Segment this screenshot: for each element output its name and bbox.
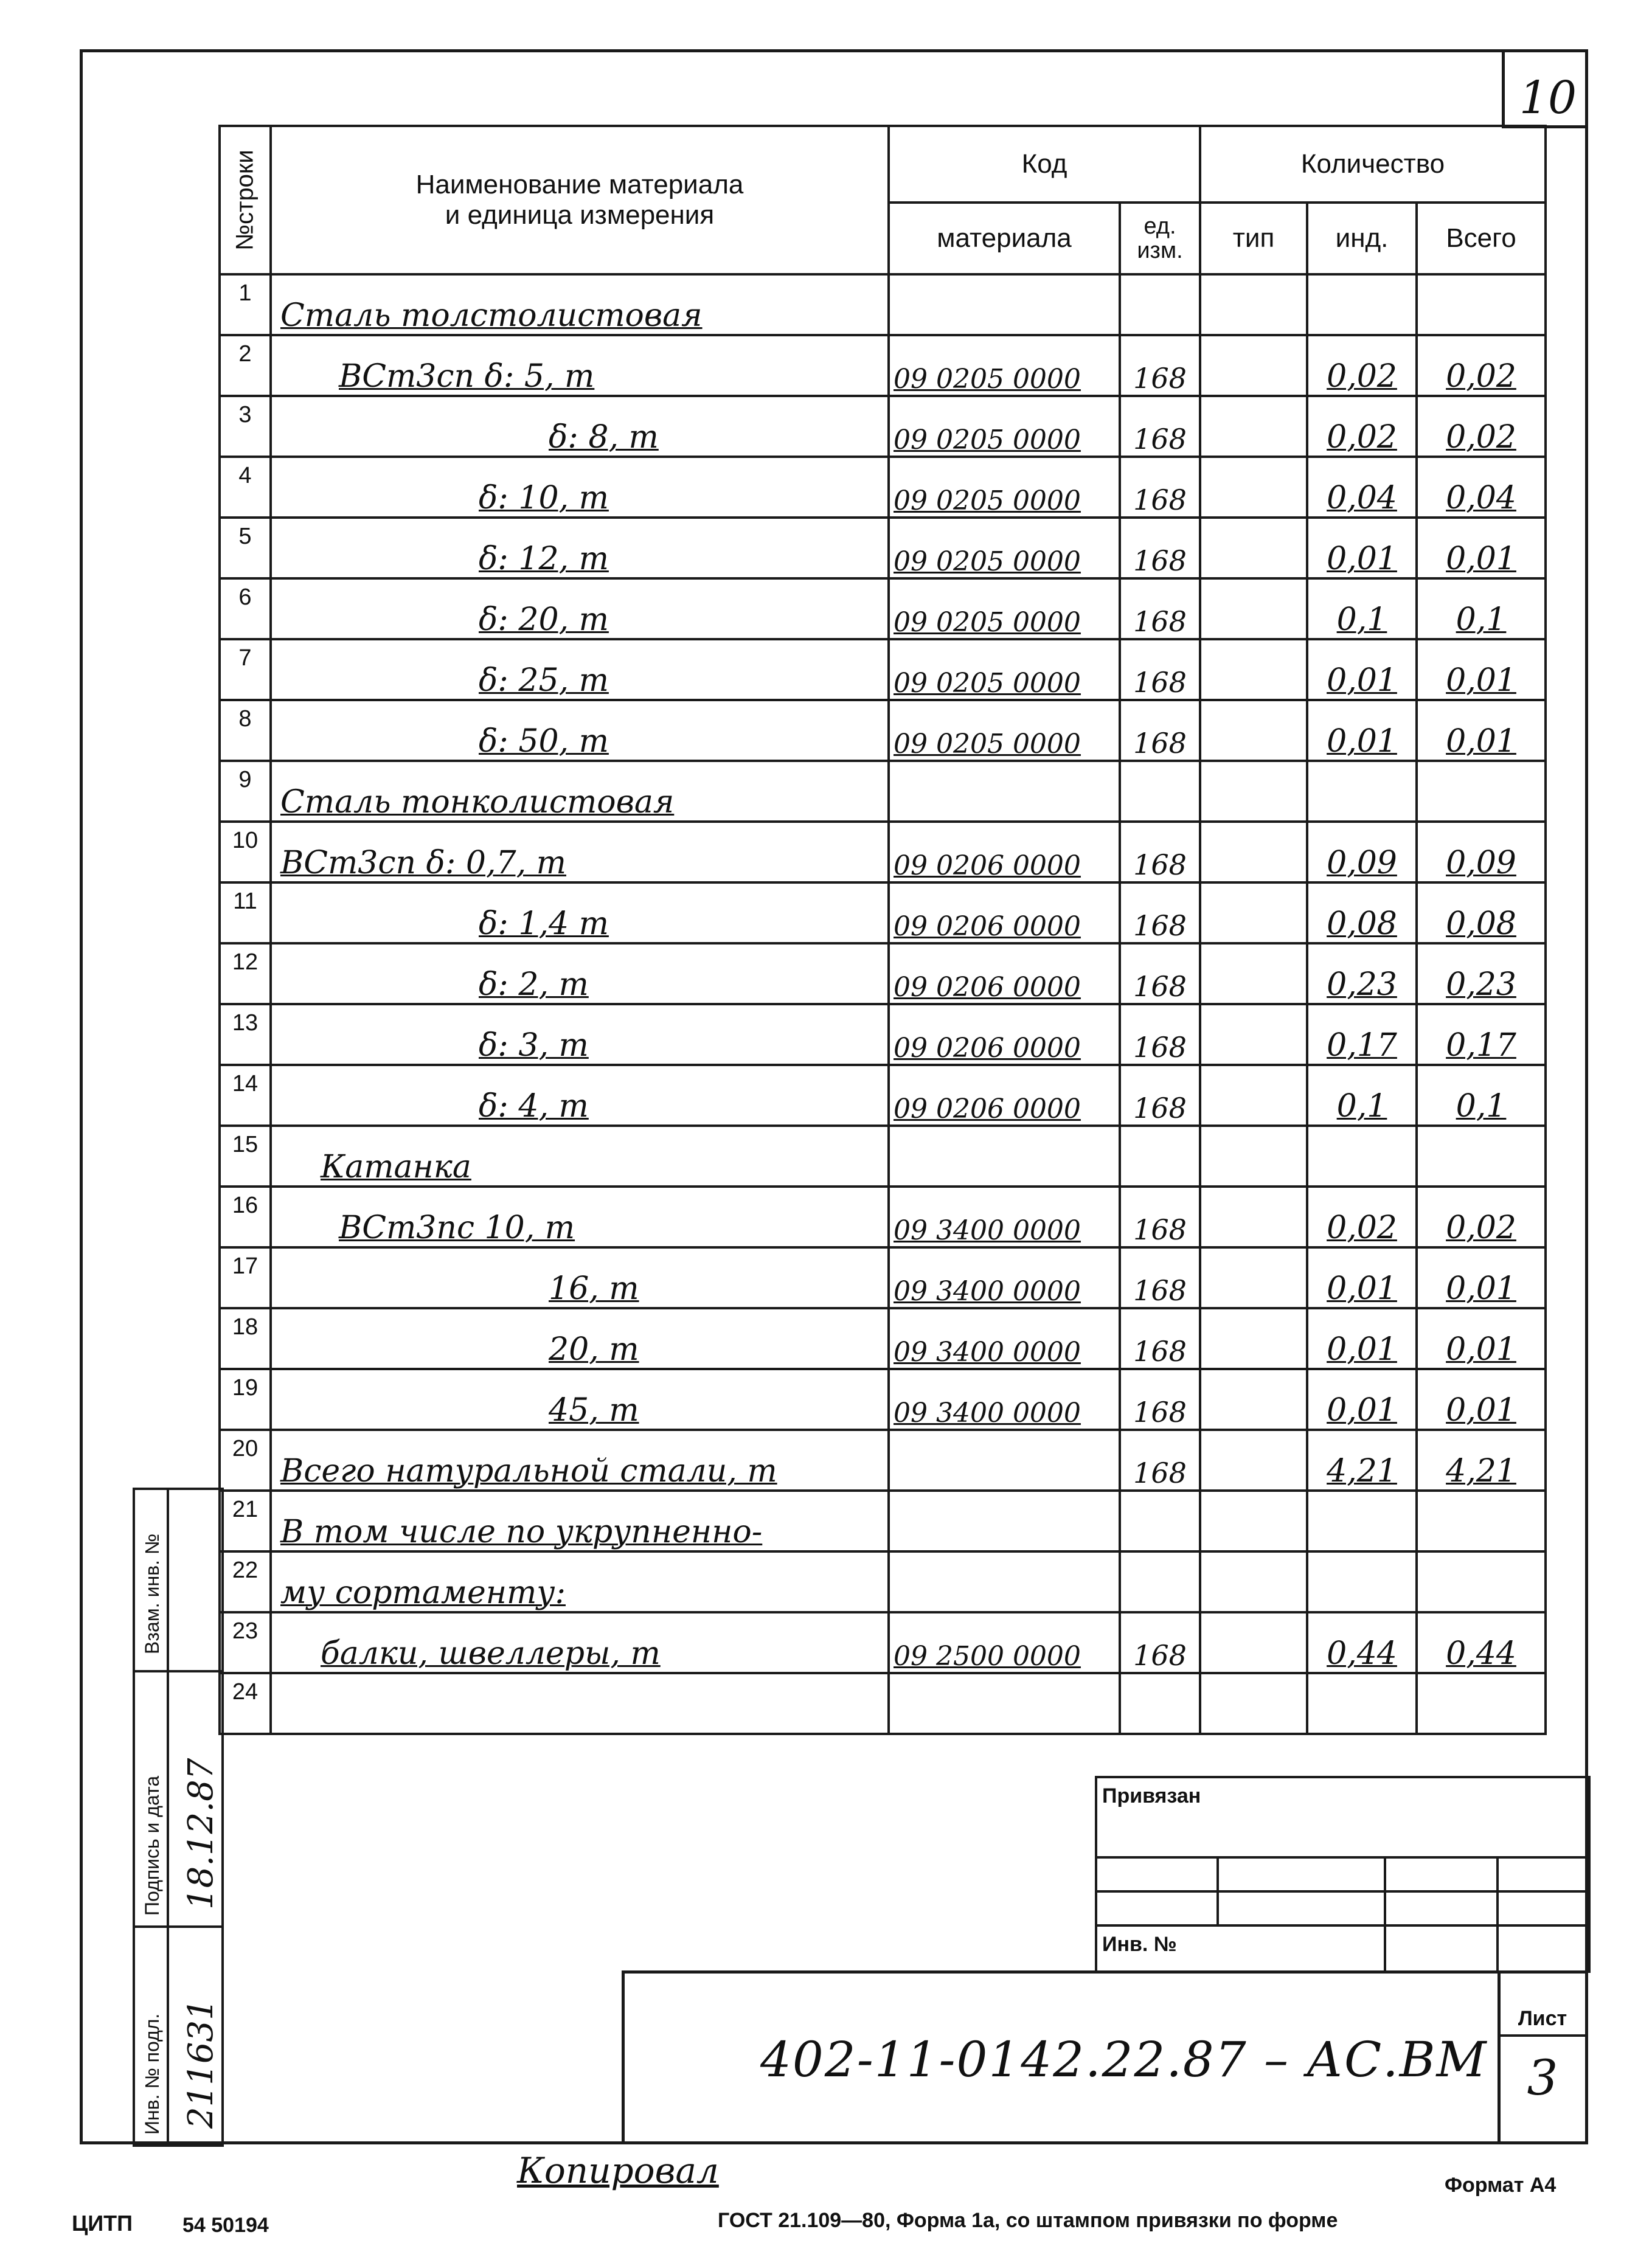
inv-no-label: Инв. № — [1096, 1925, 1385, 1972]
table-row: 1 Сталь толстолистовая — [220, 274, 1546, 335]
copied-by: Копировал — [517, 2150, 719, 2191]
inv-podl-value: 211631 — [181, 1998, 221, 2129]
table-row: 9 Сталь тонколистовая — [220, 761, 1546, 822]
signature-date-label: Подпись и дата — [141, 1775, 163, 1916]
header-material-name: Наименование материала и единица измерения — [271, 126, 889, 274]
table-row: 22 му сортаменту: — [220, 1551, 1546, 1612]
table-row: 21 В том числе по укрупненно- — [220, 1491, 1546, 1551]
vzam-inv-label-cell — [134, 1489, 168, 1671]
table-row: 11 δ: 1,4 т 09 0206 0000 168 0,08 0,08 — [220, 882, 1546, 943]
table-row: 8 δ: 50, т 09 0205 0000 168 0,01 0,01 — [220, 700, 1546, 761]
table-row: 20 Всего натуральной стали, т 168 4,21 4,21 — [220, 1430, 1546, 1491]
header-qty-ind: инд. — [1307, 203, 1417, 274]
header-quantity: Количество — [1200, 126, 1546, 203]
table-row: 13 δ: 3, т 09 0206 0000 168 0,17 0,17 — [220, 1004, 1546, 1065]
table-row: 5 δ: 12, т 09 0205 0000 168 0,01 0,01 — [220, 518, 1546, 578]
header-code-material: материала — [889, 203, 1120, 274]
org-label: ЦИТП — [72, 2211, 133, 2236]
inv-podl-label: Инв. № подл. — [141, 2013, 163, 2135]
vzam-inv-label: Взам. инв. № — [141, 1533, 163, 1654]
header-qty-total: Всего — [1417, 203, 1546, 274]
format-label: Формат А4 — [1445, 2174, 1557, 2197]
materials-table — [218, 125, 1547, 1735]
header-code: Код — [889, 126, 1200, 203]
table-row: 19 45, т 09 3400 0000 168 0,01 0,01 — [220, 1369, 1546, 1430]
privyazan-label: Привязан — [1096, 1777, 1589, 1857]
order-number: 54 50194 — [182, 2214, 269, 2237]
table-row: 15 Катанка — [220, 1126, 1546, 1187]
sheet-label: Лист — [1500, 2007, 1585, 2037]
table-row: 10 ВСт3сп δ: 0,7, т 09 0206 0000 168 0,09 0,09 — [220, 822, 1546, 882]
document-number: 402-11-0142.22.87 – АС.ВМ — [760, 2031, 1488, 2088]
table-row: 23 балки, швеллеры, т 09 2500 0000 168 0,44 0,44 — [220, 1612, 1546, 1673]
table-row: 17 16, т 09 3400 0000 168 0,01 0,01 — [220, 1247, 1546, 1308]
sheet-number: 3 — [1527, 2050, 1558, 2106]
gost-note: ГОСТ 21.109—80, Форма 1а, со штампом привязки по форме — [718, 2209, 1338, 2232]
table-row: 4 δ: 10, т 09 0205 0000 168 0,04 0,04 — [220, 457, 1546, 518]
table-row: 24 — [220, 1673, 1546, 1734]
table-row: 2 ВСт3сп δ: 5, т 09 0205 0000 168 0,02 0,02 — [220, 335, 1546, 396]
binding-stamp — [1095, 1776, 1591, 1973]
table-row: 12 δ: 2, т 09 0206 0000 168 0,23 0,23 — [220, 943, 1546, 1004]
table-row: 16 ВСт3пс 10, т 09 3400 0000 168 0,02 0,02 — [220, 1187, 1546, 1247]
side-stamp — [133, 1488, 224, 2147]
header-row-number: №строки — [220, 126, 271, 274]
header-code-unit: ед. изм. — [1120, 203, 1200, 274]
table-row: 18 20, т 09 3400 0000 168 0,01 0,01 — [220, 1308, 1546, 1369]
table-row: 7 δ: 25, т 09 0205 0000 168 0,01 0,01 — [220, 639, 1546, 700]
table-row: 3 δ: 8, т 09 0205 0000 168 0,02 0,02 — [220, 396, 1546, 457]
table-row: 14 δ: 4, т 09 0206 0000 168 0,1 0,1 — [220, 1065, 1546, 1126]
header-qty-type: тип — [1200, 203, 1307, 274]
signature-date-value: 18.12.87 — [181, 1758, 221, 1910]
table-row: 6 δ: 20, т 09 0205 0000 168 0,1 0,1 — [220, 578, 1546, 639]
page-number: 10 — [1519, 72, 1577, 124]
